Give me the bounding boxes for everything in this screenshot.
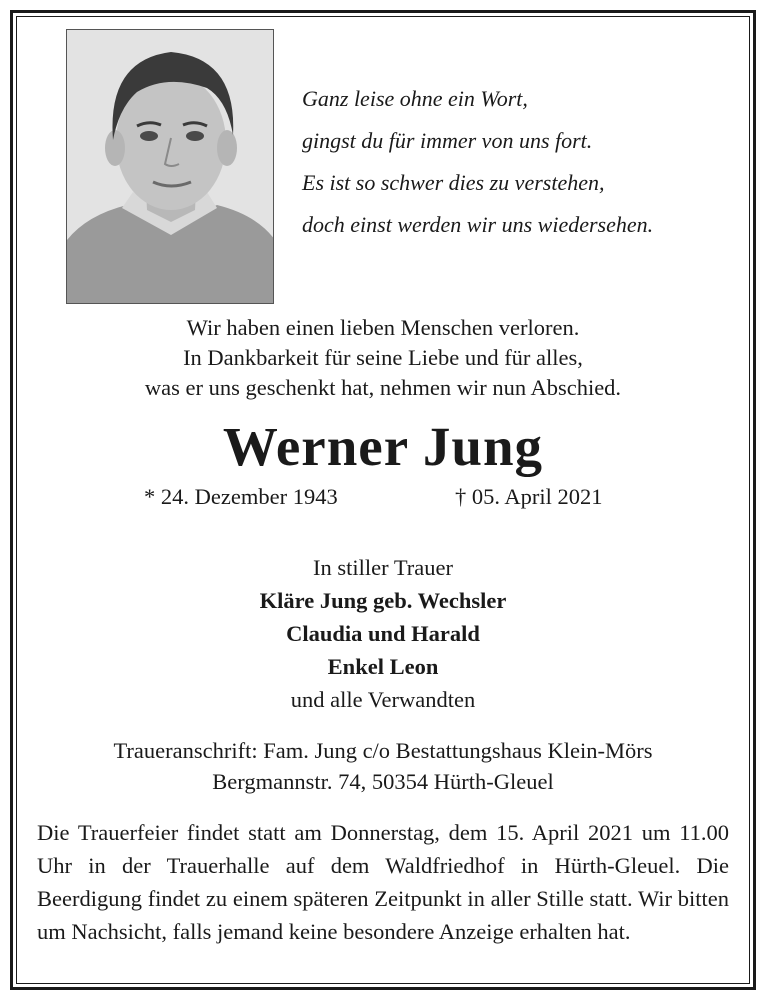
mourner-name: Kläre Jung geb. Wechsler: [259, 588, 507, 613]
ceremony-notice: Die Trauerfeier findet statt am Donnerstag, dem 15. April 2021 um 11.00 Uhr in der Trauerhalle auf dem Waldfriedhof in Hürth-Gleuel. Die Beerdigung findet zu einem späteren Zeitpunkt in aller Stille statt. Wir bitten um Nachsicht, falls jemand keine besondere Anzeige erhalten hat.: [37, 820, 729, 944]
mourner-name: Enkel Leon: [327, 654, 439, 679]
portrait-illustration: [67, 30, 274, 304]
portrait-photo: [66, 29, 274, 304]
death-date: † 05. April 2021: [455, 484, 603, 509]
deceased-name: Werner Jung: [222, 416, 544, 477]
intro-line: In Dankbarkeit für seine Liebe und für alles,: [183, 345, 583, 370]
mourners-intro: In stiller Trauer: [313, 555, 453, 580]
poem-line: Es ist so schwer dies zu verstehen,: [302, 170, 605, 195]
poem: [302, 78, 742, 246]
intro-line: Wir haben einen lieben Menschen verloren.: [186, 315, 580, 340]
poem-line: gingst du für immer von uns fort.: [302, 128, 593, 153]
mourner-name: Claudia und Harald: [286, 621, 480, 646]
address-line: Bergmannstr. 74, 50354 Hürth-Gleuel: [212, 769, 554, 794]
mourners-closing: und alle Verwandten: [290, 687, 476, 712]
poem-line: doch einst werden wir uns wiedersehen.: [302, 212, 654, 237]
poem-line: Ganz leise ohne ein Wort,: [302, 86, 528, 111]
intro-line: was er uns geschenkt hat, nehmen wir nun Abschied.: [144, 375, 622, 400]
birth-date: * 24. Dezember 1943: [144, 484, 338, 509]
mourning-address: [0, 735, 766, 797]
address-line: Traueranschrift: Fam. Jung c/o Bestattungshaus Klein-Mörs: [113, 738, 653, 763]
mourners-block: [0, 551, 766, 716]
intro-text: [0, 313, 766, 403]
